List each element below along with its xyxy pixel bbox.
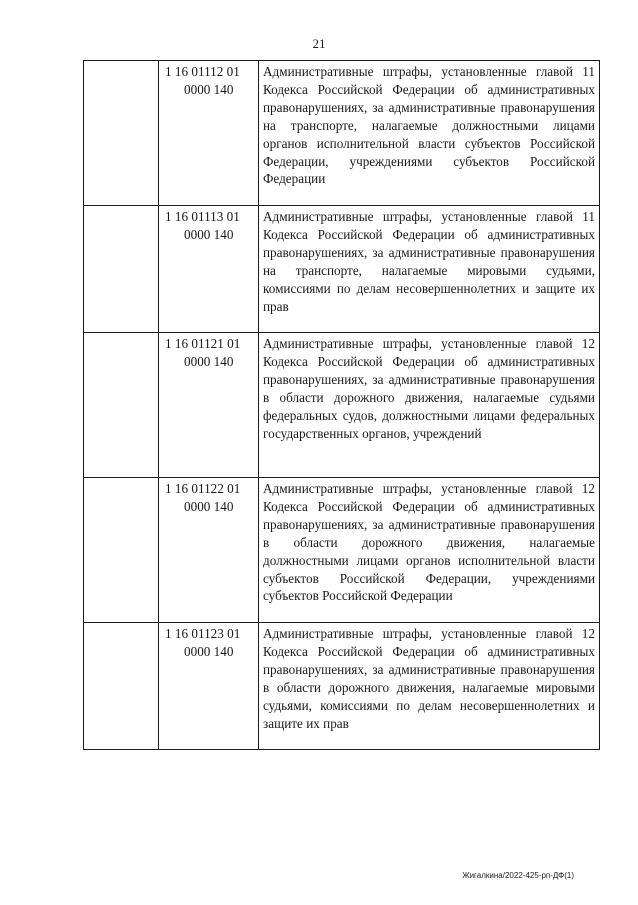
code-cell — [159, 206, 259, 333]
empty-cell — [84, 61, 159, 206]
description-cell: Административные штрафы, установленные главой 11 Кодекса Российской Федерации об административных правонарушениях, за административные правонарушения на транспорте, налагаемые мировыми судьями, комиссиями по делам несовершеннолетних и защите их прав — [259, 206, 600, 333]
code-cell — [159, 478, 259, 623]
table-row — [84, 61, 600, 206]
description-cell: Административные штрафы, установленные главой 12 Кодекса Российской Федерации об административных правонарушениях, за административные правонарушения в области дорожного движения, налагаемые должностными лицами органов исполнительной власти субъектов Российской Федерации, учреждениями субъектов Российской Федерации — [259, 478, 600, 623]
code-line: 1 16 01122 01 — [165, 481, 241, 496]
code-line: 0000 140 — [184, 353, 234, 369]
code-line: 1 16 01112 01 — [165, 64, 240, 79]
empty-cell — [84, 623, 159, 750]
code-line: 0000 140 — [184, 498, 234, 514]
code-line: 1 16 01123 01 — [165, 626, 241, 641]
empty-cell — [84, 478, 159, 623]
table-row — [84, 478, 600, 623]
empty-cell — [84, 333, 159, 478]
code-cell — [159, 61, 259, 206]
budget-codes-table — [83, 60, 600, 750]
table-row — [84, 333, 600, 478]
code-line: 1 16 01121 01 — [165, 336, 241, 351]
description-cell: Административные штрафы, установленные главой 12 Кодекса Российской Федерации об административных правонарушениях, за административные правонарушения в области дорожного движения, налагаемые мировыми судьями, комиссиями по делам несовершеннолетних и защите их прав — [259, 623, 600, 750]
code-cell — [159, 333, 259, 478]
table-row — [84, 623, 600, 750]
empty-cell — [84, 206, 159, 333]
code-line: 0000 140 — [184, 226, 234, 242]
table-row — [84, 206, 600, 333]
code-line: 1 16 01113 01 — [165, 209, 240, 224]
description-cell: Административные штрафы, установленные главой 11 Кодекса Российской Федерации об административных правонарушениях, за административные правонарушения на транспорте, налагаемые должностными лицами органов исполнительной власти субъектов Российской Федерации, учреждениями субъектов Российской Федерации — [259, 61, 600, 206]
code-line: 0000 140 — [184, 643, 234, 659]
page-number: 21 — [312, 36, 326, 51]
document-footer: Жигалкина/2022-425-рп-ДФ(1) — [462, 871, 574, 880]
code-line: 0000 140 — [184, 81, 234, 97]
code-cell — [159, 623, 259, 750]
description-cell: Административные штрафы, установленные главой 12 Кодекса Российской Федерации об административных правонарушениях, за административные правонарушения в области дорожного движения, налагаемые судьями федеральных судов, должностными лицами федеральных государственных органов, учреждений — [259, 333, 600, 478]
